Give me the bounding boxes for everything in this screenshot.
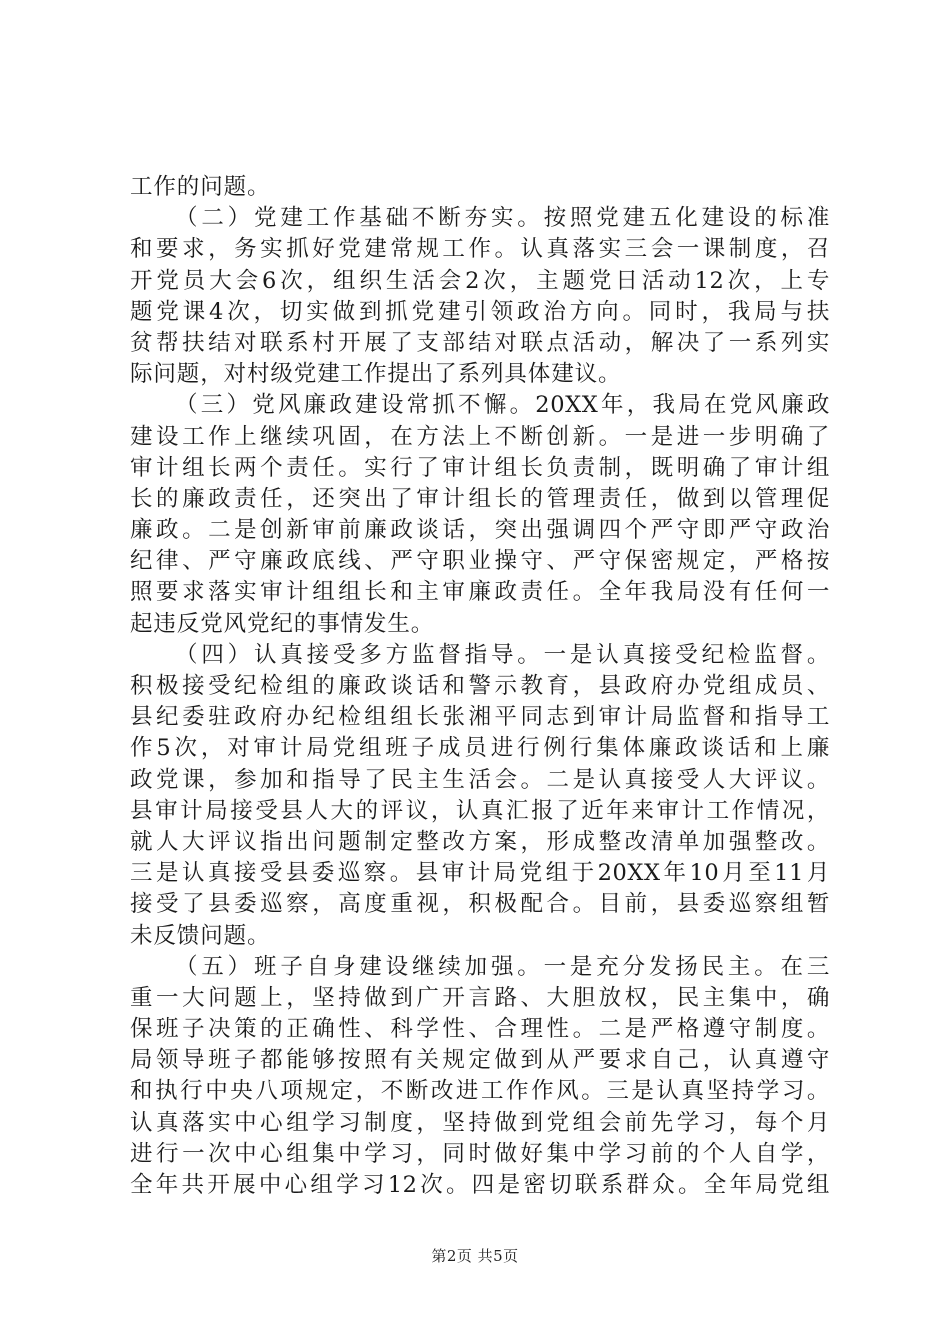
text-line: 保班子决策的正确性、科学性、合理性。二是严格遵守制度。 bbox=[130, 1016, 830, 1043]
text-line: 认真落实中心组学习制度，坚持做到党组会前先学习，每个月 bbox=[130, 1109, 830, 1136]
text-line: （二）党建工作基础不断夯实。按照党建五化建设的标准 bbox=[175, 205, 830, 232]
text-line: 贫帮扶结对联系村开展了支部结对联点活动，解决了一系列实 bbox=[130, 329, 830, 356]
text-line: 长的廉政责任，还突出了审计组长的管理责任，做到以管理促 bbox=[130, 485, 830, 512]
text-line: 县审计局接受县人大的评议，认真汇报了近年来审计工作情况， bbox=[130, 797, 830, 824]
text-line: 就人大评议指出问题制定整改方案，形成整改清单加强整改。 bbox=[130, 828, 830, 855]
text-line: 际问题，对村级党建工作提出了系列具体建议。 bbox=[130, 361, 622, 388]
text-line: 进行一次中心组集中学习，同时做好集中学习前的个人自学， bbox=[130, 1140, 830, 1167]
text-line: 题党课4次，切实做到抓党建引领政治方向。同时，我局与扶 bbox=[130, 298, 830, 325]
text-line: 政党课，参加和指导了民主生活会。二是认真接受人大评议。 bbox=[130, 766, 830, 793]
text-line: （三）党风廉政建设常抓不懈。20XX年，我局在党风廉政 bbox=[175, 392, 830, 419]
text-line: 和要求，务实抓好党建常规工作。认真落实三会一课制度，召 bbox=[130, 236, 830, 263]
text-line: 审计组长两个责任。实行了审计组长负责制，既明确了审计组 bbox=[130, 454, 830, 481]
text-line: 和执行中央八项规定，不断改进工作作风。三是认真坚持学习。 bbox=[130, 1078, 830, 1105]
text-line: 纪律、严守廉政底线、严守职业操守、严守保密规定，严格按 bbox=[130, 548, 830, 575]
text-line: 未反馈问题。 bbox=[130, 922, 271, 949]
document-body bbox=[130, 172, 830, 1201]
text-line: 局领导班子都能够按照有关规定做到从严要求自己，认真遵守 bbox=[130, 1047, 830, 1074]
text-line: 开党员大会6次，组织生活会2次，主题党日活动12次，上专 bbox=[130, 267, 830, 294]
text-line: 起违反党风党纪的事情发生。 bbox=[130, 610, 435, 637]
page-footer: 第2页 共5页 bbox=[431, 1247, 519, 1265]
text-line: 重一大问题上，坚持做到广开言路、大胆放权，民主集中，确 bbox=[130, 984, 830, 1011]
text-line: 照要求落实审计组组长和主审廉政责任。全年我局没有任何一 bbox=[130, 579, 830, 606]
text-line: 积极接受纪检组的廉政谈话和警示教育，县政府办党组成员、 bbox=[130, 673, 830, 699]
text-line: 接受了县委巡察，高度重视，积极配合。目前，县委巡察组暂 bbox=[130, 891, 830, 918]
text-line: 作5次，对审计局党组班子成员进行例行集体廉政谈话和上廉 bbox=[130, 735, 830, 762]
text-line: 县纪委驻政府办纪检组组长张湘平同志到审计局监督和指导工 bbox=[130, 704, 830, 731]
text-line: 廉政。二是创新审前廉政谈话，突出强调四个严守即严守政治 bbox=[130, 517, 830, 544]
text-line: 全年共开展中心组学习12次。四是密切联系群众。全年局党组 bbox=[130, 1172, 830, 1198]
text-line: 建设工作上继续巩固，在方法上不断创新。一是进一步明确了 bbox=[130, 423, 830, 450]
text-line: 工作的问题。 bbox=[130, 174, 271, 200]
text-line: （四）认真接受多方监督指导。一是认真接受纪检监督。 bbox=[175, 641, 830, 668]
text-line: 三是认真接受县委巡察。县审计局党组于20XX年10月至11月 bbox=[130, 860, 830, 887]
text-line: （五）班子自身建设继续加强。一是充分发扬民主。在三 bbox=[175, 953, 830, 980]
